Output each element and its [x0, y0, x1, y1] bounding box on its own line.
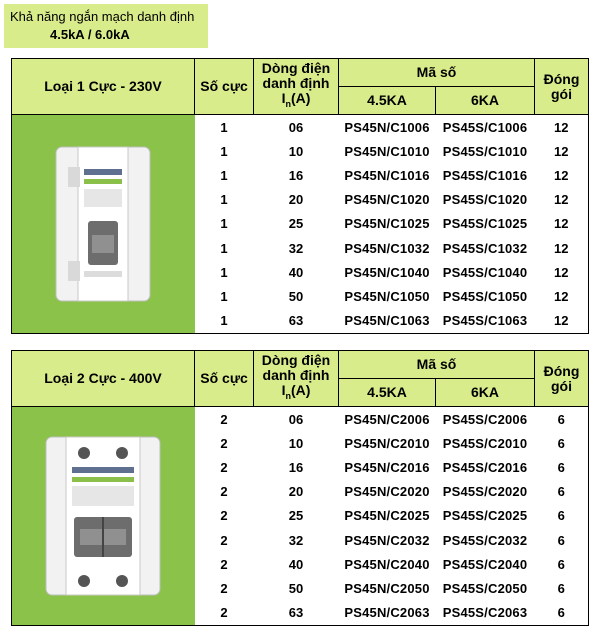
breaker-1-pole-image: [48, 139, 158, 309]
col-code-6ka-header: 6KA: [436, 379, 535, 407]
table-row: [12, 115, 589, 140]
code-6ka-cell: PS45S/C1020: [442, 192, 528, 208]
code-6ka-cell: PS45S/C2063: [436, 601, 535, 626]
poles-cell: 2: [220, 532, 228, 548]
code-45ka-cell: PS45N/C1050: [344, 288, 430, 304]
code-45ka-cell: PS45N/C2063: [339, 601, 436, 626]
code-6ka-cell: PS45S/C2040: [442, 556, 528, 572]
col-code-45ka-header: 4.5KA: [339, 87, 436, 115]
code-45ka-cell: PS45N/C1010: [344, 143, 430, 159]
table-title: Loại 2 Cực - 400V: [12, 351, 195, 407]
col-code-header: Mã số: [339, 59, 535, 87]
current-cell: 16: [288, 459, 304, 475]
poles-cell: 2: [220, 508, 228, 524]
rating-header-label: Khả năng ngắn mạch danh định: [10, 9, 195, 24]
poles-cell: 1: [220, 167, 228, 183]
code-45ka-cell: PS45N/C2025: [344, 508, 430, 524]
code-6ka-cell: PS45S/C2032: [442, 532, 528, 548]
col-pack-header: Đóng gói: [535, 59, 589, 115]
pack-cell: 12: [535, 115, 589, 140]
col-code-header: Mã số: [339, 351, 535, 379]
table-row: [12, 407, 589, 432]
current-cell: 50: [288, 288, 304, 304]
code-6ka-cell: PS45S/C1050: [442, 288, 528, 304]
pack-cell: 12: [535, 163, 589, 187]
pack-cell: 6: [535, 431, 589, 455]
code-45ka-cell: PS45N/C2006: [344, 411, 430, 427]
pack-cell: 6: [535, 455, 589, 479]
code-45ka-cell: PS45N/C1040: [344, 264, 430, 280]
col-poles-header: Số cực: [195, 59, 254, 115]
pack-cell: 12: [535, 309, 589, 334]
pack-cell: 12: [535, 212, 589, 236]
current-cell: 32: [288, 532, 304, 548]
code-45ka-cell: PS45N/C1020: [344, 192, 430, 208]
poles-cell: 1: [220, 216, 228, 232]
current-cell: 06: [288, 119, 304, 135]
current-cell: 16: [288, 167, 304, 183]
col-code-6ka-header: 6KA: [436, 87, 535, 115]
code-45ka-cell: PS45N/C1025: [344, 216, 430, 232]
current-cell: 25: [288, 216, 304, 232]
poles-cell: 1: [220, 288, 228, 304]
code-45ka-cell: PS45N/C2020: [344, 484, 430, 500]
pack-cell: 12: [535, 236, 589, 260]
code-6ka-cell: PS45S/C2025: [442, 508, 528, 524]
current-cell: 50: [288, 580, 304, 596]
current-cell: 10: [288, 435, 304, 451]
code-6ka-cell: PS45S/C1016: [442, 167, 528, 183]
current-cell: 40: [288, 264, 304, 280]
pack-cell: 6: [535, 552, 589, 576]
poles-cell: 2: [220, 556, 228, 572]
pack-cell: 6: [535, 407, 589, 432]
code-6ka-cell: PS45S/C2010: [442, 435, 528, 451]
product-photo-cell: [12, 407, 195, 626]
code-6ka-cell: PS45S/C1040: [442, 264, 528, 280]
code-6ka-cell: PS45S/C1032: [442, 240, 528, 256]
poles-cell: 1: [220, 192, 228, 208]
code-6ka-cell: PS45S/C2020: [442, 484, 528, 500]
code-6ka-cell: PS45S/C1025: [442, 216, 528, 232]
pack-cell: 12: [535, 188, 589, 212]
poles-cell: 1: [195, 309, 254, 334]
table-title: Loại 1 Cực - 230V: [12, 59, 195, 115]
code-45ka-cell: PS45N/C2040: [344, 556, 430, 572]
code-45ka-cell: PS45N/C1006: [344, 119, 430, 135]
current-cell: 40: [288, 556, 304, 572]
poles-cell: 2: [220, 580, 228, 596]
current-cell: 32: [288, 240, 304, 256]
rating-header-value: 4.5kA / 6.0kA: [50, 27, 130, 42]
col-code-45ka-header: 4.5KA: [339, 379, 436, 407]
code-45ka-cell: PS45N/C1063: [339, 309, 436, 334]
product-photo-cell: [12, 115, 195, 334]
pack-cell: 6: [535, 528, 589, 552]
code-6ka-cell: PS45S/C1063: [436, 309, 535, 334]
current-cell: 63: [254, 601, 339, 626]
poles-cell: 1: [220, 143, 228, 159]
rating-header: [4, 4, 208, 48]
current-cell: 63: [254, 309, 339, 334]
col-current-header: Dòng điện danh định $I_n(A)$: [254, 351, 339, 407]
pack-cell: 6: [535, 576, 589, 600]
code-45ka-cell: PS45N/C2010: [344, 435, 430, 451]
current-cell: 10: [288, 143, 304, 159]
poles-cell: 2: [220, 484, 228, 500]
breaker-2-pole-image: [38, 431, 168, 601]
code-45ka-cell: PS45N/C2050: [344, 580, 430, 596]
product-table-2-pole: [11, 350, 589, 626]
current-cell: 20: [288, 484, 304, 500]
code-6ka-cell: PS45S/C1010: [442, 143, 528, 159]
pack-cell: 12: [535, 139, 589, 163]
col-pack-header: Đóng gói: [535, 351, 589, 407]
product-table-1-pole: [11, 58, 589, 334]
pack-cell: 6: [535, 601, 589, 626]
current-cell: 06: [288, 411, 304, 427]
code-45ka-cell: PS45N/C2016: [344, 459, 430, 475]
code-6ka-cell: PS45S/C1006: [442, 119, 528, 135]
poles-cell: 2: [220, 459, 228, 475]
poles-cell: 1: [220, 264, 228, 280]
code-45ka-cell: PS45N/C2032: [344, 532, 430, 548]
pack-cell: 6: [535, 504, 589, 528]
code-6ka-cell: PS45S/C2006: [442, 411, 528, 427]
pack-cell: 12: [535, 260, 589, 284]
col-current-header: Dòng điện danh định $I_n(A)$: [254, 59, 339, 115]
pack-cell: 6: [535, 480, 589, 504]
poles-cell: 2: [195, 601, 254, 626]
col-poles-header: Số cực: [195, 351, 254, 407]
code-6ka-cell: PS45S/C2050: [442, 580, 528, 596]
code-6ka-cell: PS45S/C2016: [442, 459, 528, 475]
poles-cell: 1: [220, 119, 228, 135]
code-45ka-cell: PS45N/C1016: [344, 167, 430, 183]
code-45ka-cell: PS45N/C1032: [344, 240, 430, 256]
poles-cell: 1: [220, 240, 228, 256]
pack-cell: 12: [535, 284, 589, 308]
current-cell: 25: [288, 508, 304, 524]
poles-cell: 2: [220, 435, 228, 451]
current-cell: 20: [288, 192, 304, 208]
poles-cell: 2: [220, 411, 228, 427]
